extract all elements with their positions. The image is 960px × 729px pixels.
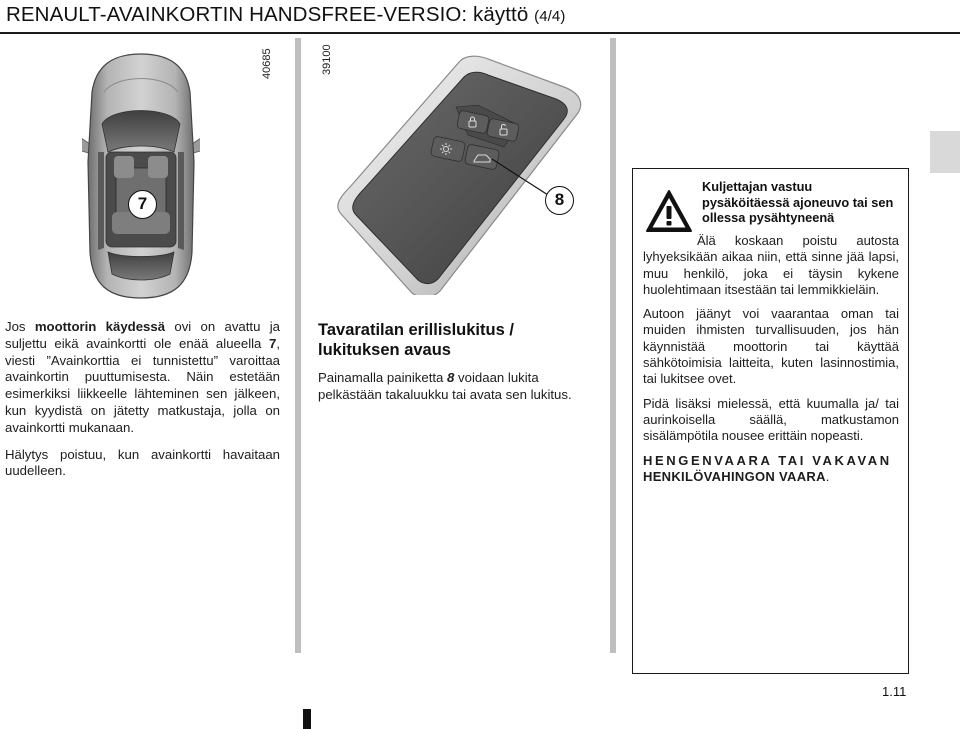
warning-body: [643, 233, 899, 493]
warning-paragraph-2: Autoon jäänyt voi vaarantaa oman tai muiden ihmisten turvallisuuden, jos hän käynnistää moottorin tai käyttää sähkötoimisia laitteita, kuten lasinnostimia, tai lukitsee ovet.: [643, 306, 899, 387]
figure-ref-car: 40685: [261, 48, 273, 79]
page-title-main: RENAULT-AVAINKORTIN HANDSFREE-VERSIO: käyttö: [6, 3, 529, 26]
warning-paragraph-1: Älä koskaan poistu autosta lyhyeksikään aikaa niin, että sinne jää lapsi, muu henkilö, joka ei täysin kykene huolehtimaan itsestään tai lemmikkieläin.: [643, 233, 899, 297]
car-callout-badge: 7: [128, 190, 157, 219]
column-1-paragraph-1-run: moottorin käydessä: [34, 319, 166, 334]
column-2-paragraph-run: 8: [447, 370, 455, 385]
column-2-paragraph-run: voidaan lukita pelkästään takaluukku tai avata sen lukitus.: [318, 370, 572, 402]
danger-end: .: [825, 468, 830, 484]
warning-danger-text: [643, 453, 899, 486]
column-divider-2: [610, 38, 616, 653]
danger-line-1: HENGENVAARA TAI VAKAVAN: [643, 452, 892, 468]
keycard-illustration: [328, 55, 588, 295]
warning-title: Kuljettajan vastuu pysäköitäessä ajoneuvo tai sen ollessa pysähtyneenä: [702, 179, 894, 225]
side-tab: [930, 131, 960, 173]
warning-triangle-icon: [645, 189, 693, 233]
column-divider-1: [295, 38, 301, 653]
danger-line-2: HENKILÖVAHINGON VAARA: [643, 468, 826, 484]
page-number: 1.11: [882, 684, 907, 699]
page-title-suffix: (4/4): [534, 8, 566, 25]
column-1-paragraph-1: [5, 319, 280, 437]
figure-ref-card: 39100: [321, 44, 333, 75]
card-callout-badge: 8: [545, 186, 574, 215]
column-1-paragraph-2: Hälytys poistuu, kun avainkortti havaitaan uudelleen.: [5, 446, 280, 479]
column-2-paragraph-run: Painamalla painiketta: [318, 370, 448, 385]
page-marker: [303, 709, 311, 729]
column-2-text: [318, 321, 596, 414]
header-rule: [0, 32, 960, 34]
column-1-paragraph-1-run: , viesti ”Avainkorttia ei tunnistettu” varoittaa avainkortin puuttumisesta. Näin estetään esimerkiksi liikkeelle lähteminen sen jälkeen, kun kyydistä on jätetty matkustaja, jolla on avainkortti mukanaan.: [5, 335, 280, 435]
page-title: [6, 3, 565, 27]
column-1-paragraph-1-run: 7: [268, 335, 277, 351]
column-1-paragraph-1-run: ovi on avattu ja suljettu eikä avainkortti ole enää alueella: [5, 319, 280, 351]
column-1-paragraph-1-run: Jos: [5, 319, 35, 334]
column-2-paragraph: [318, 370, 596, 404]
section-heading: Tavaratilan erillislukitus / lukituksen avaus: [318, 321, 514, 359]
car-top-view-illustration: [82, 52, 200, 302]
warning-box: [632, 168, 909, 674]
warning-header: [645, 179, 905, 237]
column-1-text: [5, 319, 280, 490]
warning-paragraph-3: Pidä lisäksi mielessä, että kuumalla ja/ tai aurinkoisella säällä, matkustamon sisälämpötila nousee erittäin nopeasti.: [643, 395, 899, 444]
